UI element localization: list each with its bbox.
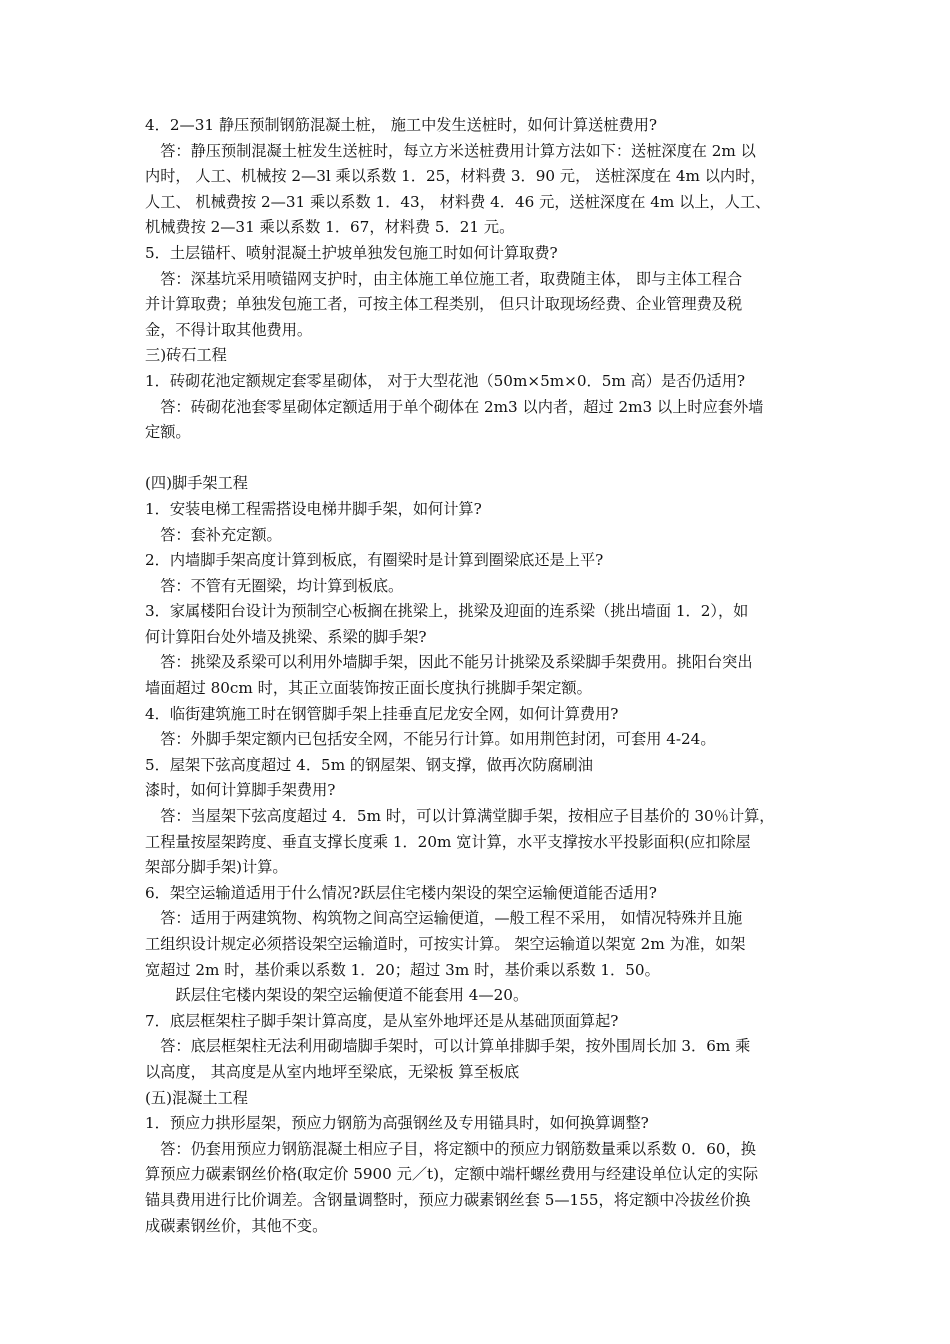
answer-line: 机械费按 2—31 乘以系数 1．67，材料费 5．21 元。 (145, 218, 515, 237)
answer-line: 答：套补充定额。 (145, 525, 282, 544)
answer-line: 人工、 机械费按 2—31 乘以系数 1．43， 材料费 4．46 元，送桩深度在 4m 以上，人工、 (145, 192, 771, 211)
answer-line: 内时， 人工、机械按 2—3l 乘以系数 1．25，材料费 3．90 元， 送桩深度在 4m 以内时， (145, 167, 766, 186)
answer-line: 宽超过 2m 时，基价乘以系数 1．20；超过 3m 时，基价乘以系数 1．50。 (145, 960, 660, 979)
answer-line: 锚具费用进行比价调差。含钢量调整时，预应力碳素钢丝套 5—155，将定额中冷拔丝价换 (145, 1190, 751, 1209)
answer-line: 墙面超过 80cm 时，其正立面装饰按正面长度执行挑脚手架定额。 (145, 679, 592, 698)
question-2: 2．内墙脚手架高度计算到板底，有圈梁时是计算到圈梁底还是上平? (145, 551, 604, 570)
question-line: 漆时，如何计算脚手架费用? (145, 781, 336, 800)
answer-line: 答：静压预制混凝土桩发生送桩时，每立方米送桩费用计算方法如下：送桩深度在 2m 以 (145, 141, 756, 160)
question-1: 1．安装电梯工程需搭设电梯井脚手架，如何计算? (145, 499, 482, 518)
answer-line: 答：砖砌花池套零星砌体定额适用于单个砌体在 2m3 以内者，超过 2m3 以上时应套外墙 (145, 397, 764, 416)
question-6: 6．架空运输道适用于什么情况?跃层住宅楼内架设的架空运输便道能否适用? (145, 883, 657, 902)
answer-line: 答：不管有无圈梁，均计算到板底。 (145, 576, 404, 595)
question-line: 何计算阳台处外墙及挑梁、系梁的脚手架? (145, 627, 427, 646)
question-7: 7．底层框架柱子脚手架计算高度，是从室外地坪还是从基础顶面算起? (145, 1011, 619, 1030)
answer-line: 工组织设计规定必须搭设架空运输道时，可按实计算。 架空运输道以架宽 2m 为准，如架 (145, 935, 746, 953)
section-heading-masonry: 三)砖石工程 (145, 346, 227, 365)
answer-line: 算预应力碳素钢丝价格(取定价 5900 元／t)，定额中端杆螺丝费用与经建设单位认定的实际 (145, 1165, 759, 1184)
answer-line: 答：挑梁及系梁可以利用外墙脚手架，因此不能另计挑梁及系梁脚手架费用。挑阳台突出 (145, 653, 753, 672)
section-heading-concrete: (五)混凝土工程 (145, 1088, 248, 1107)
blank-line (145, 446, 815, 472)
question-1: 1．砖砌花池定额规定套零星砌体， 对于大型花池（50m×5m×0．5m 高）是否仍适用? (145, 371, 746, 390)
answer-line: 答：当屋架下弦高度超过 4．5m 时，可以计算满堂脚手架，按相应子目基价的 30％计算， (145, 807, 775, 826)
answer-line: 以高度， 其高度是从室内地坪至梁底，无梁板 算至板底 (145, 1062, 520, 1081)
document-body (145, 113, 815, 1239)
answer-line: 工程量按屋架跨度、垂直支撑长度乘 1．20m 宽计算，水平支撑按水平投影面积(应扣除屋 (145, 832, 751, 851)
answer-line: 答：适用于两建筑物、构筑物之间高空运输便道，—般工程不采用， 如情况特殊并且施 (145, 909, 743, 928)
question-3: 3．家属楼阳台设计为预制空心板搁在挑梁上，挑梁及迎面的连系梁（挑出墙面 1．2），如 (145, 602, 749, 621)
answer-line: 定额。 (145, 423, 191, 442)
answer-line: 并计算取费；单独发包施工者，可按主体工程类别， 但只计取现场经费、企业管理费及税 (145, 295, 743, 314)
question-5: 5．土层锚杆、喷射混凝土护坡单独发包施工时如何计算取费? (145, 243, 558, 262)
answer-line: 架部分脚手架)计算。 (145, 858, 288, 877)
answer-line: 答：深基坑采用喷锚网支护时，由主体施工单位施工者，取费随主体， 即与主体工程合 (145, 269, 743, 288)
section-heading-scaffolding: (四)脚手架工程 (145, 474, 248, 493)
answer-line: 成碳素钢丝价，其他不变。 (145, 1216, 328, 1235)
question-4: 4．临街建筑施工时在钢管脚手架上挂垂直尼龙安全网，如何计算费用? (145, 704, 619, 723)
answer-line: 跃层住宅楼内架设的架空运输便道不能套用 4—20。 (145, 986, 529, 1005)
answer-line: 答：外脚手架定额内已包括安全网，不能另行计算。如用荆笆封闭，可套用 4-24。 (145, 730, 716, 749)
answer-line: 答：底层框架柱无法利用砌墙脚手架时，可以计算单排脚手架，按外围周长加 3．6m 乘 (145, 1037, 751, 1056)
question-5: 5．屋架下弦高度超过 4．5m 的钢屋架、钢支撑，做再次防腐刷油 (145, 755, 593, 774)
question-4-2-31: 4．2—31 静压预制钢筋混凝土桩， 施工中发生送桩时，如何计算送桩费用? (145, 116, 658, 134)
answer-line: 答：仍套用预应力钢筋混凝土相应子目，将定额中的预应力钢筋数量乘以系数 0．60，换 (145, 1139, 756, 1158)
answer-line: 金，不得计取其他费用。 (145, 320, 313, 339)
question-1: 1．预应力拱形屋架，预应力钢筋为高强钢丝及专用锚具时，如何换算调整? (145, 1114, 649, 1133)
